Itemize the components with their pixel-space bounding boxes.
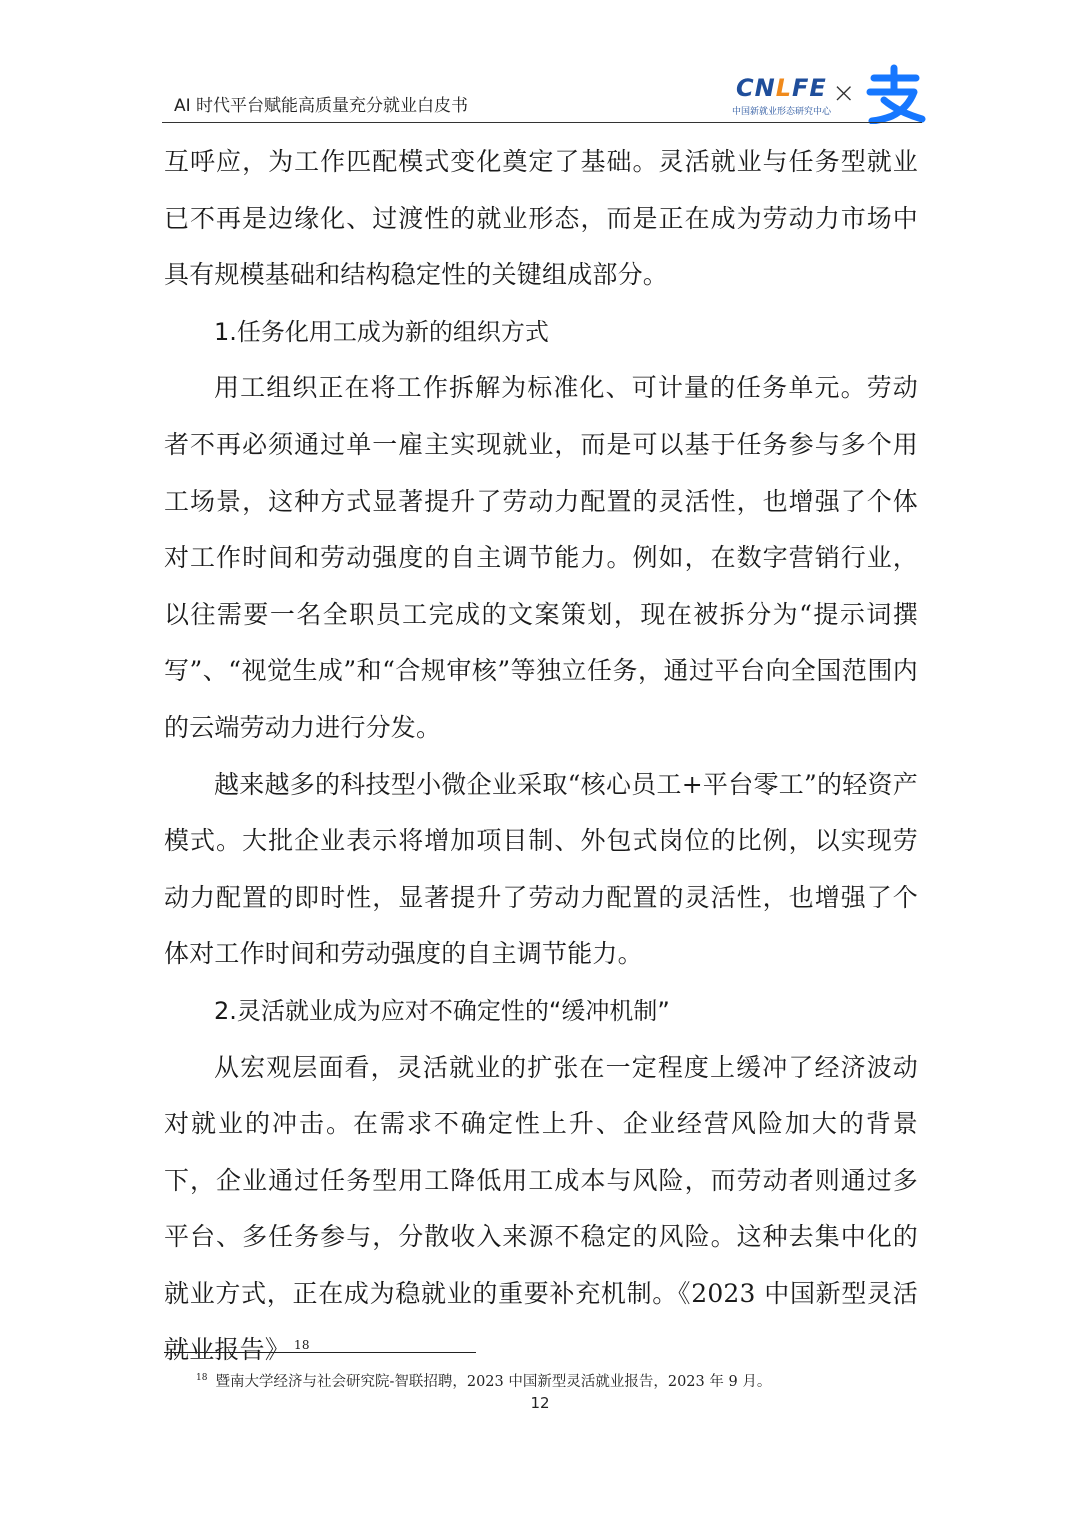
footnote-rule [164,1352,476,1353]
paragraph-4-text: 从宏观层面看，灵活就业的扩张在一定程度上缓冲了经济波动对就业的冲击。在需求不确定性上升、企业经营风险加大的背景下，企业通过任务型用工降低用工成本与风险，而劳动者则通过多平台、多任务参与，分散收入来源不稳定的风险。这种去集中化的就业方式，正在成为稳就业的重要补充机制。《2023 中国新型灵活就业报告》 [164,1052,918,1365]
main-content [164,134,918,1379]
paragraph-1: 互呼应，为工作匹配模式变化奠定了基础。灵活就业与任务型就业已不再是边缘化、过渡性的就业形态，而是正在成为劳动力市场中具有规模基础和结构稳定性的关键组成部分。 [164,147,918,290]
section-heading-2: 2.灵活就业成为应对不确定性的“缓冲机制” [214,996,670,1025]
logo-separator: × [832,76,856,109]
page-header [162,60,922,126]
paragraph-3: 越来越多的科技型小微企业采取“核心员工+平台零工”的轻资产模式。大批企业表示将增加项目制、外包式岗位的比例，以实现劳动力配置的即时性，显著提升了劳动力配置的灵活性，也增强了个体对工作时间和劳动强度的自主调节能力。 [164,769,918,969]
footnote-mark: 18 [196,1373,208,1384]
header-rule [162,122,922,123]
cnfe-logo: CNLFE [736,74,827,102]
section-heading-1: 1.任务化用工成为新的组织方式 [214,317,549,346]
alipay-zhi-icon [862,64,926,124]
paragraph-2: 用工组织正在将工作拆解为标准化、可计量的任务单元。劳动者不再必须通过单一雇主实现就业，而是可以基于任务参与多个用工场景，这种方式显著提升了劳动力配置的灵活性，也增强了个体对工作时间和劳动强度的自主调节能力。例如，在数字营销行业，以往需要一名全职员工完成的文案策划，现在被拆分为“提示词撰写”、“视觉生成”和“合规审核”等独立任务，通过平台向全国范围内的云端劳动力进行分发。 [164,373,918,742]
cnfe-logo-subtitle: 中国新就业形态研究中心 [732,107,832,117]
paragraph-4 [164,1040,918,1380]
document-title: AI 时代平台赋能高质量充分就业白皮书 [174,96,469,116]
page-number: 12 [530,1394,550,1412]
logo-group [724,66,924,124]
footnote-reference[interactable]: 18 [294,1338,310,1353]
footnote [196,1370,771,1391]
footnote-text: 暨南大学经济与社会研究院-智联招聘，2023 中国新型灵活就业报告，2023 年 9 月。 [215,1374,772,1390]
